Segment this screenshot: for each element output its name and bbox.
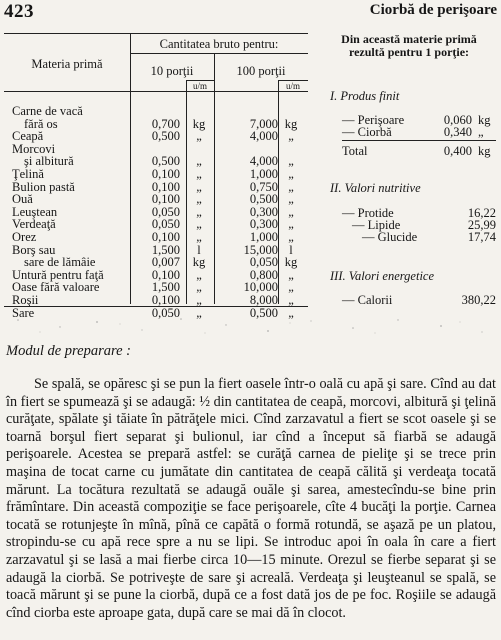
total-rule <box>342 140 496 141</box>
quantity-10-portions: 0,100 <box>151 229 180 244</box>
ingredient-name: fără os <box>24 116 58 131</box>
list-item-label: — Perişoare <box>342 113 405 127</box>
unit-100-portions: „ <box>288 267 294 282</box>
quantity-10-portions: 1,500 <box>151 280 180 295</box>
table-row <box>4 231 308 244</box>
unit-10-portions: l <box>197 242 201 257</box>
table-row <box>4 168 308 181</box>
column-header-quantity: Cantitatea bruto pentru: <box>159 37 279 51</box>
unit-10-portions: „ <box>196 179 202 194</box>
list-item-label: — Ciorbă <box>342 125 392 139</box>
quantity-10-portions: 0,050 <box>151 204 180 219</box>
quantity-10-portions: 0,700 <box>151 116 180 131</box>
quantity-10-portions: 1,500 <box>151 242 180 257</box>
ingredient-name: Oase fără valoare <box>12 280 100 295</box>
table-row <box>4 294 308 307</box>
ingredient-name: Leuştean <box>12 204 58 219</box>
unit-10-portions: „ <box>196 166 202 181</box>
quantity-100-portions: 0,750 <box>249 179 278 194</box>
column-header-material: Materia primă <box>31 57 103 71</box>
table-divider <box>130 53 308 54</box>
unit-10-portions: „ <box>196 204 202 219</box>
unit-10-portions: „ <box>196 267 202 282</box>
list-item-value: 380,22 <box>461 293 496 307</box>
ingredient-name: Roşii <box>12 292 39 307</box>
unit-100-portions: „ <box>288 305 294 320</box>
unit-10-portions: „ <box>196 129 202 144</box>
unit-10-portions: „ <box>196 217 202 232</box>
list-item-label: — Protide <box>342 206 394 220</box>
panel-heading-line: rezultă pentru 1 porţie: <box>348 45 470 59</box>
recipe-title: Ciorbă de perişoare <box>369 2 497 18</box>
quantity-100-portions: 0,500 <box>249 305 278 320</box>
unit-100-portions: „ <box>288 204 294 219</box>
quantity-10-portions: 0,100 <box>151 192 180 207</box>
total-unit: kg <box>478 144 491 158</box>
quantity-10-portions: 0,500 <box>151 154 180 169</box>
unit-100-portions: kg <box>284 255 298 270</box>
ingredient-name: Borş sau <box>12 242 56 257</box>
unit-100-portions: „ <box>288 192 294 207</box>
quantity-10-portions: 0,100 <box>151 179 180 194</box>
total-label: Total <box>342 144 368 158</box>
quantity-10-portions: 0,100 <box>151 267 180 282</box>
preparation-paragraph: Se spală, se opăresc şi se pun la fiert oasele într-o oală cu apă şi sare. Cînd au dat în fiert se spumează şi se adaugă: ½ din cantitatea de ceapă, morcovi, albitură şi ţelină curăţate, spălate şi tăiate în pătrăţele mici. Cînd zarzavatul a fiert se scot oasele şi se toarnă borşul fiert separat şi bulionul, iar cînd a început să fiarbă se adaugă perişoarele. Acestea se prepară astfel: se curăţă carnea de pieliţe şi se trece prin maşina de tocat carne cu jumătate din cantitatea de ceapă călită şi verdeaţa tocată mărunt. La tocătura rezultată se adaugă ouăle şi sarea, amestecîndu-se bine prin frămîntare. Din această compoziţie se face perişoarele, cîte 4 bucăţi la porţie. Carnea tocată se rotunjeşte în mînă, pînă ce capătă o formă rotundă, se aşază pe un platou, stropindu-se cu apă rece spre a nu se lipi. Se introduc apoi în oala în care a fiert zarzavatul şi se lasă a mai fierbe circa 10—15 minute. Orezul se fierbe separat şi se adaugă la ciorbă. Se potriveşte de sare şi acreală. Verdeaţa şi leuşteanul se spală, se toacă mărunt şi se pune la ciorbă, după ce a fost dată jos de pe foc. Roşiile se adaugă cînd ciorba este aproape gata, după care se mai dă în clocot. <box>6 376 496 621</box>
unit-10-portions: „ <box>196 292 202 307</box>
quantity-100-portions: 0,300 <box>249 204 278 219</box>
table-divider <box>4 91 308 92</box>
ingredient-name: Ţelină <box>12 166 44 181</box>
quantity-10-portions: 0,050 <box>151 217 180 232</box>
quantity-100-portions: 0,050 <box>249 255 278 270</box>
unit-100-portions: „ <box>288 280 294 295</box>
preparation-body <box>6 376 496 622</box>
quantity-100-portions: 1,000 <box>249 166 278 181</box>
quantity-10-portions: 0,050 <box>151 305 180 320</box>
total-value: 0,400 <box>443 144 472 158</box>
list-item-value: 17,74 <box>467 230 496 244</box>
table-row <box>4 105 308 118</box>
list-item-unit: kg <box>478 113 491 127</box>
column-header-10-portions: 10 porţii <box>150 64 194 78</box>
panel-heading <box>320 33 498 59</box>
table-body <box>4 105 308 319</box>
panel-heading-line: Din această materie primă <box>341 32 477 46</box>
unit-10-portions: kg <box>192 116 206 131</box>
quantity-10-portions: 0,100 <box>151 292 180 307</box>
table-row <box>4 130 308 143</box>
quantity-100-portions: 7,000 <box>249 116 278 131</box>
ingredient-name: Bulion pastă <box>12 179 75 194</box>
quantity-100-portions: 4,000 <box>249 154 278 169</box>
ingredient-name: Orez <box>12 229 37 244</box>
table-row <box>4 193 308 206</box>
ingredient-name: Ceapă <box>12 129 44 144</box>
quantity-10-portions: 0,100 <box>151 166 180 181</box>
list-item-label: — Glucide <box>362 230 418 244</box>
preparation-heading: Modul de preparare : <box>6 343 131 359</box>
unit-100-portions: „ <box>288 229 294 244</box>
quantity-100-portions: 8,000 <box>249 292 278 307</box>
unit-10-portions: „ <box>196 305 202 320</box>
unit-100-portions: „ <box>288 217 294 232</box>
unit-10-portions: „ <box>196 192 202 207</box>
ingredient-name: Ouă <box>12 192 33 207</box>
unit-100-portions: „ <box>288 292 294 307</box>
unit-10-portions: kg <box>192 255 206 270</box>
quantity-100-portions: 0,300 <box>249 217 278 232</box>
quantity-100-portions: 1,000 <box>249 229 278 244</box>
table-row <box>4 256 308 269</box>
unit-10-portions: „ <box>196 280 202 295</box>
list-item-value: 25,99 <box>467 218 496 232</box>
page-number: 423 <box>4 1 34 22</box>
quantity-10-portions: 0,007 <box>151 255 180 270</box>
list-item-value: 16,22 <box>467 206 496 220</box>
section-title-finished-product: I. Produs finit <box>330 89 400 103</box>
quantity-100-portions: 10,000 <box>243 280 278 295</box>
ingredient-name: Sare <box>12 305 35 320</box>
section-title-nutrition: II. Valori nutritive <box>330 181 421 195</box>
unit-100-portions: „ <box>288 179 294 194</box>
unit-100-portions: „ <box>288 154 294 169</box>
ingredients-table <box>4 33 308 320</box>
list-item-label: — Calorii <box>342 293 393 307</box>
unit-header: u/m <box>285 81 300 91</box>
list-item-unit: „ <box>478 125 484 139</box>
unit-10-portions: „ <box>196 154 202 169</box>
unit-header: u/m <box>192 81 207 91</box>
quantity-100-portions: 0,800 <box>249 267 278 282</box>
unit-10-portions: „ <box>196 229 202 244</box>
ingredient-name: sare de lămâie <box>24 255 96 270</box>
unit-100-portions: kg <box>284 116 298 131</box>
list-item-value: 0,340 <box>443 125 472 139</box>
quantity-10-portions: 0,500 <box>151 129 180 144</box>
ingredient-name: Untură pentru faţă <box>12 267 104 282</box>
list-item-value: 0,060 <box>443 113 472 127</box>
ingredient-name: Carne de vacă <box>12 104 83 118</box>
unit-100-portions: „ <box>288 129 294 144</box>
list-item-label: — Lipide <box>352 218 401 232</box>
unit-100-portions: „ <box>288 166 294 181</box>
ingredient-name: Verdeaţă <box>12 217 56 232</box>
quantity-100-portions: 15,000 <box>243 242 278 257</box>
ingredient-name: Morcovi <box>12 141 56 156</box>
unit-100-portions: l <box>289 242 293 257</box>
ingredient-name: şi albitură <box>24 154 74 169</box>
column-header-100-portions: 100 porţii <box>236 64 286 78</box>
quantity-100-portions: 0,500 <box>249 192 278 207</box>
print-specks <box>0 316 501 336</box>
quantity-100-portions: 4,000 <box>249 129 278 144</box>
section-title-energy: III. Valori energetice <box>330 269 435 283</box>
